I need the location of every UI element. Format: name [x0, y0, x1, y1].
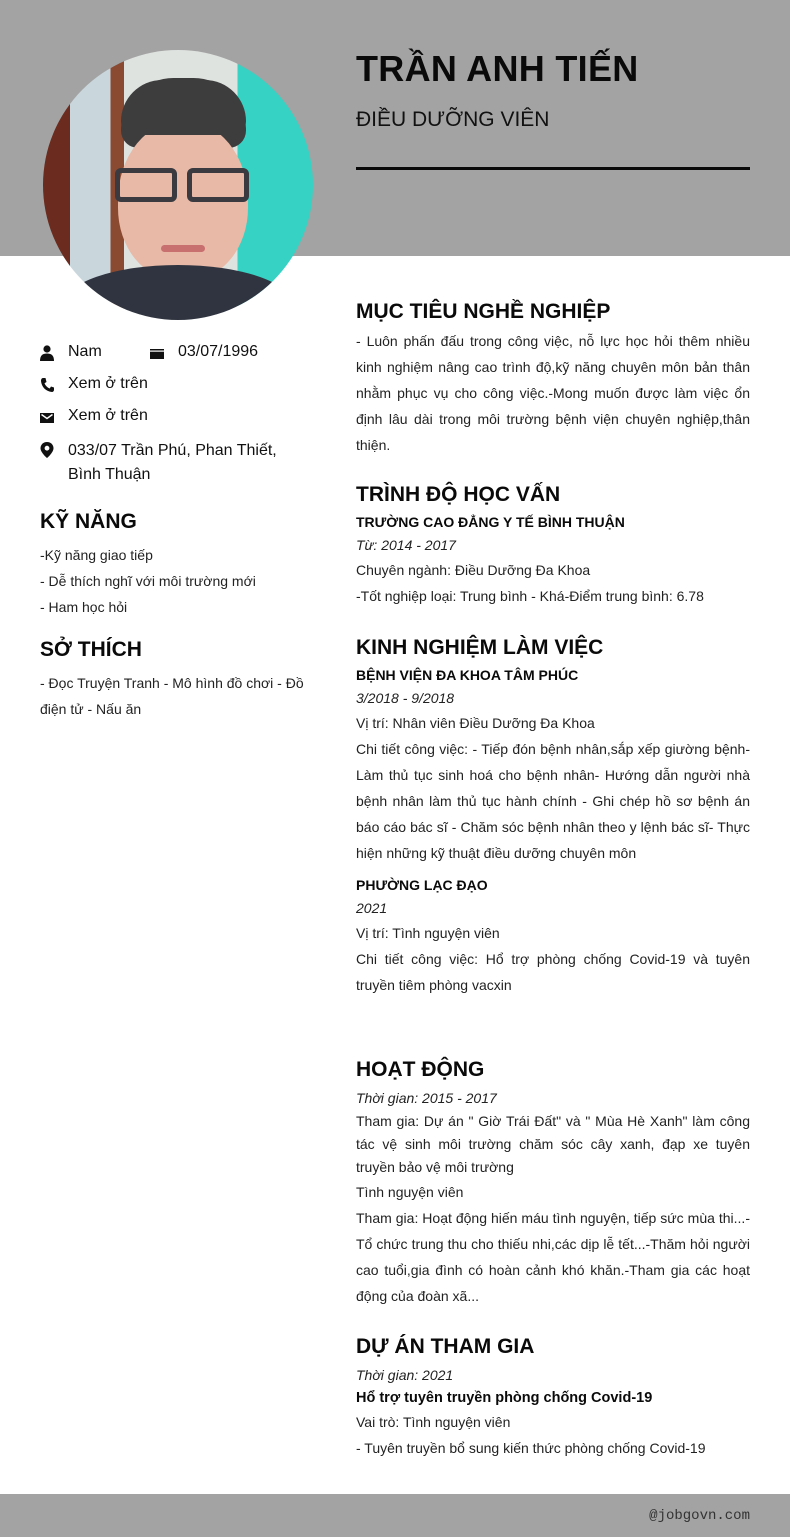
- hobbies-heading: SỞ THÍCH: [40, 638, 142, 661]
- experience-item: [356, 874, 750, 998]
- contact-gender: [40, 343, 102, 361]
- profile-photo: [43, 50, 313, 320]
- photo-glasses: [115, 168, 253, 204]
- activities-period: Thời gian: 2015 - 2017: [356, 1090, 497, 1106]
- address-line-1: 033/07 Trần Phú, Phan Thiết,: [68, 442, 277, 459]
- job-details: Chi tiết công việc: Hổ trợ phòng chống Covid-19 và tuyên truyền tiêm phòng vacxin: [356, 951, 750, 993]
- project-description: - Tuyên truyền bổ sung kiến thức phòng chống Covid-19: [356, 1440, 706, 1456]
- photo-hair-top: [121, 80, 246, 135]
- projects-heading: DỰ ÁN THAM GIA: [356, 1335, 535, 1358]
- job-position: Vị trí: Nhân viên Điều Dưỡng Đa Khoa: [356, 715, 595, 731]
- contact-address: [40, 439, 277, 487]
- map-pin-icon: [40, 442, 54, 458]
- education-section: [356, 483, 750, 609]
- address-line-2: Bình Thuận: [68, 466, 151, 483]
- job-details: Chi tiết công việc: - Tiếp đón bệnh nhân,sắp xếp giường bệnh- Làm thủ tục sinh hoá cho bệnh nhân- Hướng dẫn người nhà bệnh nhân làm thủ tục hành chính - Ghi chép hồ sơ bệnh án báo cáo bác sĩ - Chăm sóc bệnh nhân theo y lệnh bác sĩ- Thực hiện những kỹ thuật điều dưỡng chuyên môn: [356, 741, 750, 861]
- company-name: PHƯỜNG LẠC ĐẠO: [356, 877, 488, 893]
- phone-icon: [40, 377, 54, 393]
- activities-role: Tình nguyện viên: [356, 1184, 464, 1200]
- footer-watermark: @jobgovn.com: [649, 1508, 750, 1524]
- education-result: -Tốt nghiệp loại: Trung bình - Khá-Điểm trung bình: 6.78: [356, 588, 704, 604]
- photo-mouth: [161, 245, 205, 252]
- experience-item: [356, 664, 750, 866]
- experience-section: [356, 636, 750, 998]
- skills-heading: KỸ NĂNG: [40, 510, 137, 533]
- skills-list: [40, 542, 325, 620]
- calendar-icon: [150, 345, 164, 361]
- title-divider: [356, 167, 750, 170]
- experience-heading: KINH NGHIỆM LÀM VIỆC: [356, 636, 604, 659]
- person-icon: [40, 345, 54, 361]
- job-position: Vị trí: Tình nguyện viên: [356, 925, 500, 941]
- education-period: Từ: 2014 - 2017: [356, 537, 456, 553]
- birthday-value: 03/07/1996: [178, 343, 259, 360]
- email-value: Xem ở trên: [68, 407, 148, 424]
- project-name: Hổ trợ tuyên truyền phòng chống Covid-19: [356, 1390, 653, 1406]
- activities-heading: HOẠT ĐỘNG: [356, 1058, 485, 1081]
- objective-heading: MỤC TIÊU NGHỀ NGHIỆP: [356, 300, 611, 323]
- objective-text: - Luôn phấn đấu trong công việc, nỗ lực học hỏi thêm nhiều kinh nghiệm nâng cao trình độ,kỹ năng chuyên môn bản thân nhằm phục vụ cho công việc.-Mong muốn được làm việc ổn định lâu dài trong môi trường bệnh viện chuyên nghiệp,thân thiện.: [356, 333, 750, 453]
- project-period: Thời gian: 2021: [356, 1367, 454, 1383]
- contact-phone: [40, 375, 148, 393]
- photo-shirt: [63, 265, 293, 320]
- company-name: BỆNH VIỆN ĐA KHOA TÂM PHÚC: [356, 667, 579, 683]
- job-period: 2021: [356, 900, 388, 916]
- contact-email: [40, 407, 148, 425]
- activities-participation-1: Tham gia: Dự án " Giờ Trái Đất" và " Mùa Hè Xanh" làm công tác vệ sinh môi trường chăm sóc cây xanh, đạp xe tuyên truyền bảo vệ môi trường: [356, 1113, 750, 1175]
- hobbies-text: - Đọc Truyện Tranh - Mô hình đồ chơi - Đồ điện tử - Nấu ăn: [40, 675, 304, 717]
- projects-section: [356, 1335, 750, 1461]
- activities-section: [356, 1058, 750, 1309]
- footer-band: [0, 1494, 790, 1537]
- education-heading: TRÌNH ĐỘ HỌC VẤN: [356, 483, 561, 506]
- candidate-name: TRẦN ANH TIẾN: [356, 48, 639, 89]
- job-period: 3/2018 - 9/2018: [356, 690, 455, 706]
- skill-item: - Dễ thích nghĩ với môi trường mới: [40, 573, 256, 589]
- objective-section: [356, 300, 750, 458]
- phone-value: Xem ở trên: [68, 375, 148, 392]
- activities-participation-2: Tham gia: Hoạt động hiến máu tình nguyện, tiếp sức mùa thi...-Tổ chức trung thu cho thiếu nhi,các dịp lễ tết...-Thăm hỏi người cao tuổi,gia đình có hoàn cảnh khó khăn.-Tham gia các hoạt động của đoàn xã...: [356, 1210, 750, 1304]
- school-name: TRƯỜNG CAO ĐẲNG Y TẾ BÌNH THUẬN: [356, 514, 625, 530]
- skill-item: - Ham học hỏi: [40, 599, 128, 615]
- contact-birthday: [150, 343, 258, 361]
- education-major: Chuyên ngành: Điều Dưỡng Đa Khoa: [356, 562, 591, 578]
- job-title: ĐIỀU DƯỠNG VIÊN: [356, 108, 550, 131]
- gender-value: Nam: [68, 343, 102, 360]
- envelope-icon: [40, 409, 54, 425]
- skill-item: -Kỹ năng giao tiếp: [40, 547, 153, 563]
- project-role: Vai trò: Tình nguyện viên: [356, 1414, 511, 1430]
